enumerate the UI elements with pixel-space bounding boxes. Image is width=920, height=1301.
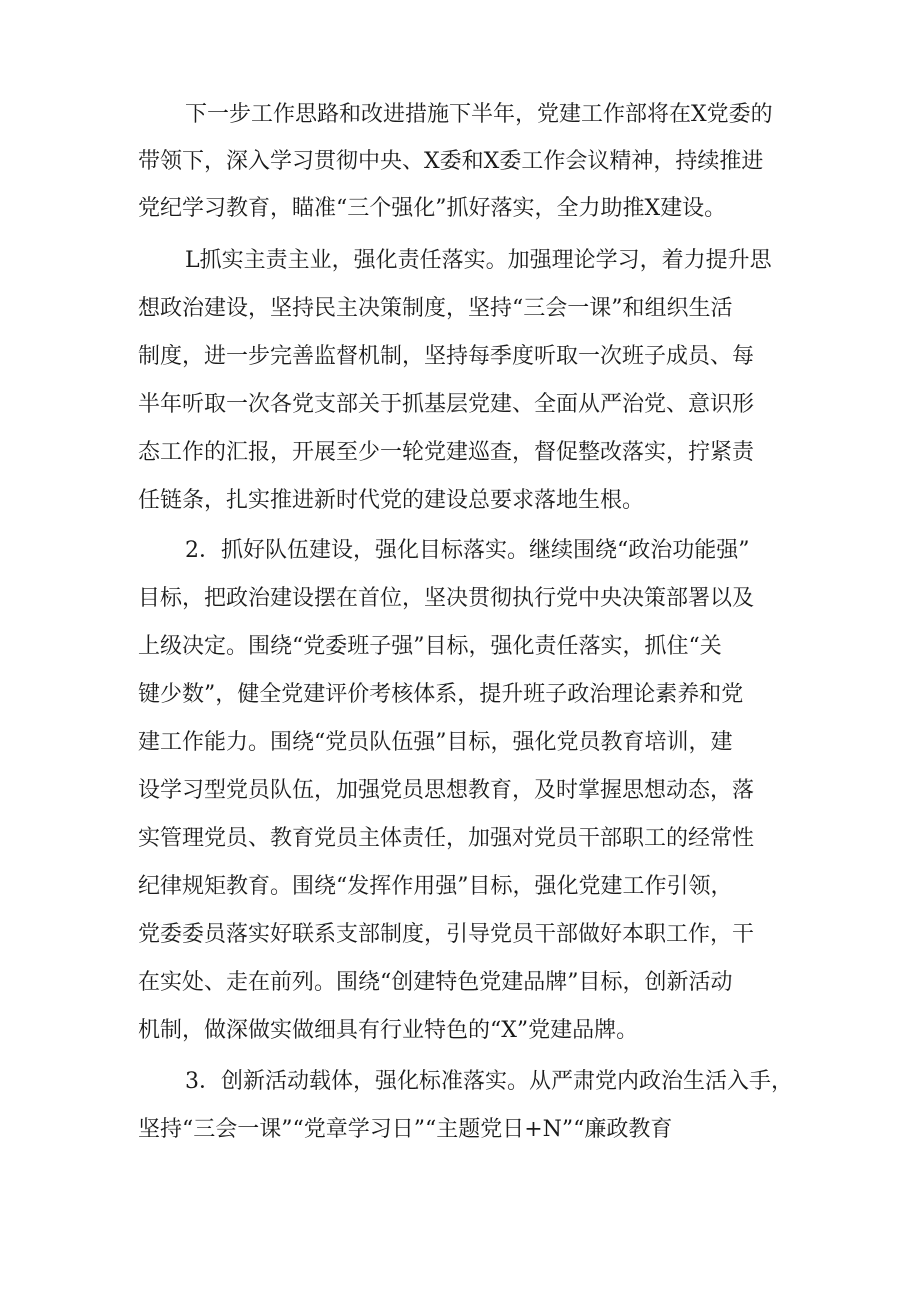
text-line: 党委委员落实好联系支部制度，引导党员干部做好本职工作，干 — [138, 922, 755, 947]
text-line: 2．抓好队伍建设，强化目标落实。继续围绕“政治功能强” — [185, 538, 750, 563]
text-line: 机制，做深做实做细具有行业特色的“X”党建品牌。 — [138, 1018, 639, 1043]
text-line: 态工作的汇报，开展至少一轮党建巡查，督促整改落实，拧紧责 — [138, 440, 755, 465]
text-line: L抓实主责主业，强化责任落实。加强理论学习，着力提升思 — [185, 248, 772, 273]
text-line: 实管理党员、教育党员主体责任，加强对党员干部职工的经常性 — [138, 826, 755, 851]
text-line: 任链条，扎实推进新时代党的建设总要求落地生根。 — [138, 488, 645, 513]
text-line: 建工作能力。围绕“党员队伍强”目标，强化党员教育培训，建 — [138, 730, 733, 755]
text-line: 上级决定。围绕“党委班子强”目标，强化责任落实，抓住“关 — [138, 634, 722, 659]
text-line: 下一步工作思路和改进措施下半年，党建工作部将在X党委的 — [185, 102, 773, 127]
text-line: 纪律规矩教育。围绕“发挥作用强”目标，强化党建工作引领， — [138, 874, 733, 899]
text-line: 坚持“三会一课”“党章学习日”“主题党日+N”“廉政教育 — [138, 1117, 673, 1142]
text-line: 3．创新活动载体，强化标准落实。从严肃党内政治生活入手， — [185, 1069, 793, 1094]
text-line: 目标，把政治建设摆在首位，坚决贯彻执行党中央决策部署以及 — [138, 586, 755, 611]
text-line: 半年听取一次各党支部关于抓基层党建、全面从严治党、意识形 — [138, 392, 755, 417]
text-line: 想政治建设，坚持民主决策制度，坚持“三会一课”和组织生活 — [138, 296, 733, 321]
text-line: 在实处、走在前列。围绕“创建特色党建品牌”目标，创新活动 — [138, 970, 733, 995]
text-line: 带领下，深入学习贯彻中央、X委和X委工作会议精神，持续推进 — [138, 149, 764, 174]
text-line: 制度，进一步完善监督机制，坚持每季度听取一次班子成员、每 — [138, 344, 755, 369]
text-line: 设学习型党员队伍，加强党员思想教育，及时掌握思想动态，落 — [138, 778, 755, 803]
text-line: 键少数”，健全党建评价考核体系，提升班子政治理论素养和党 — [138, 682, 744, 707]
text-line: 党纪学习教育，瞄准“三个强化”抓好落实，全力助推X建设。 — [138, 196, 727, 221]
